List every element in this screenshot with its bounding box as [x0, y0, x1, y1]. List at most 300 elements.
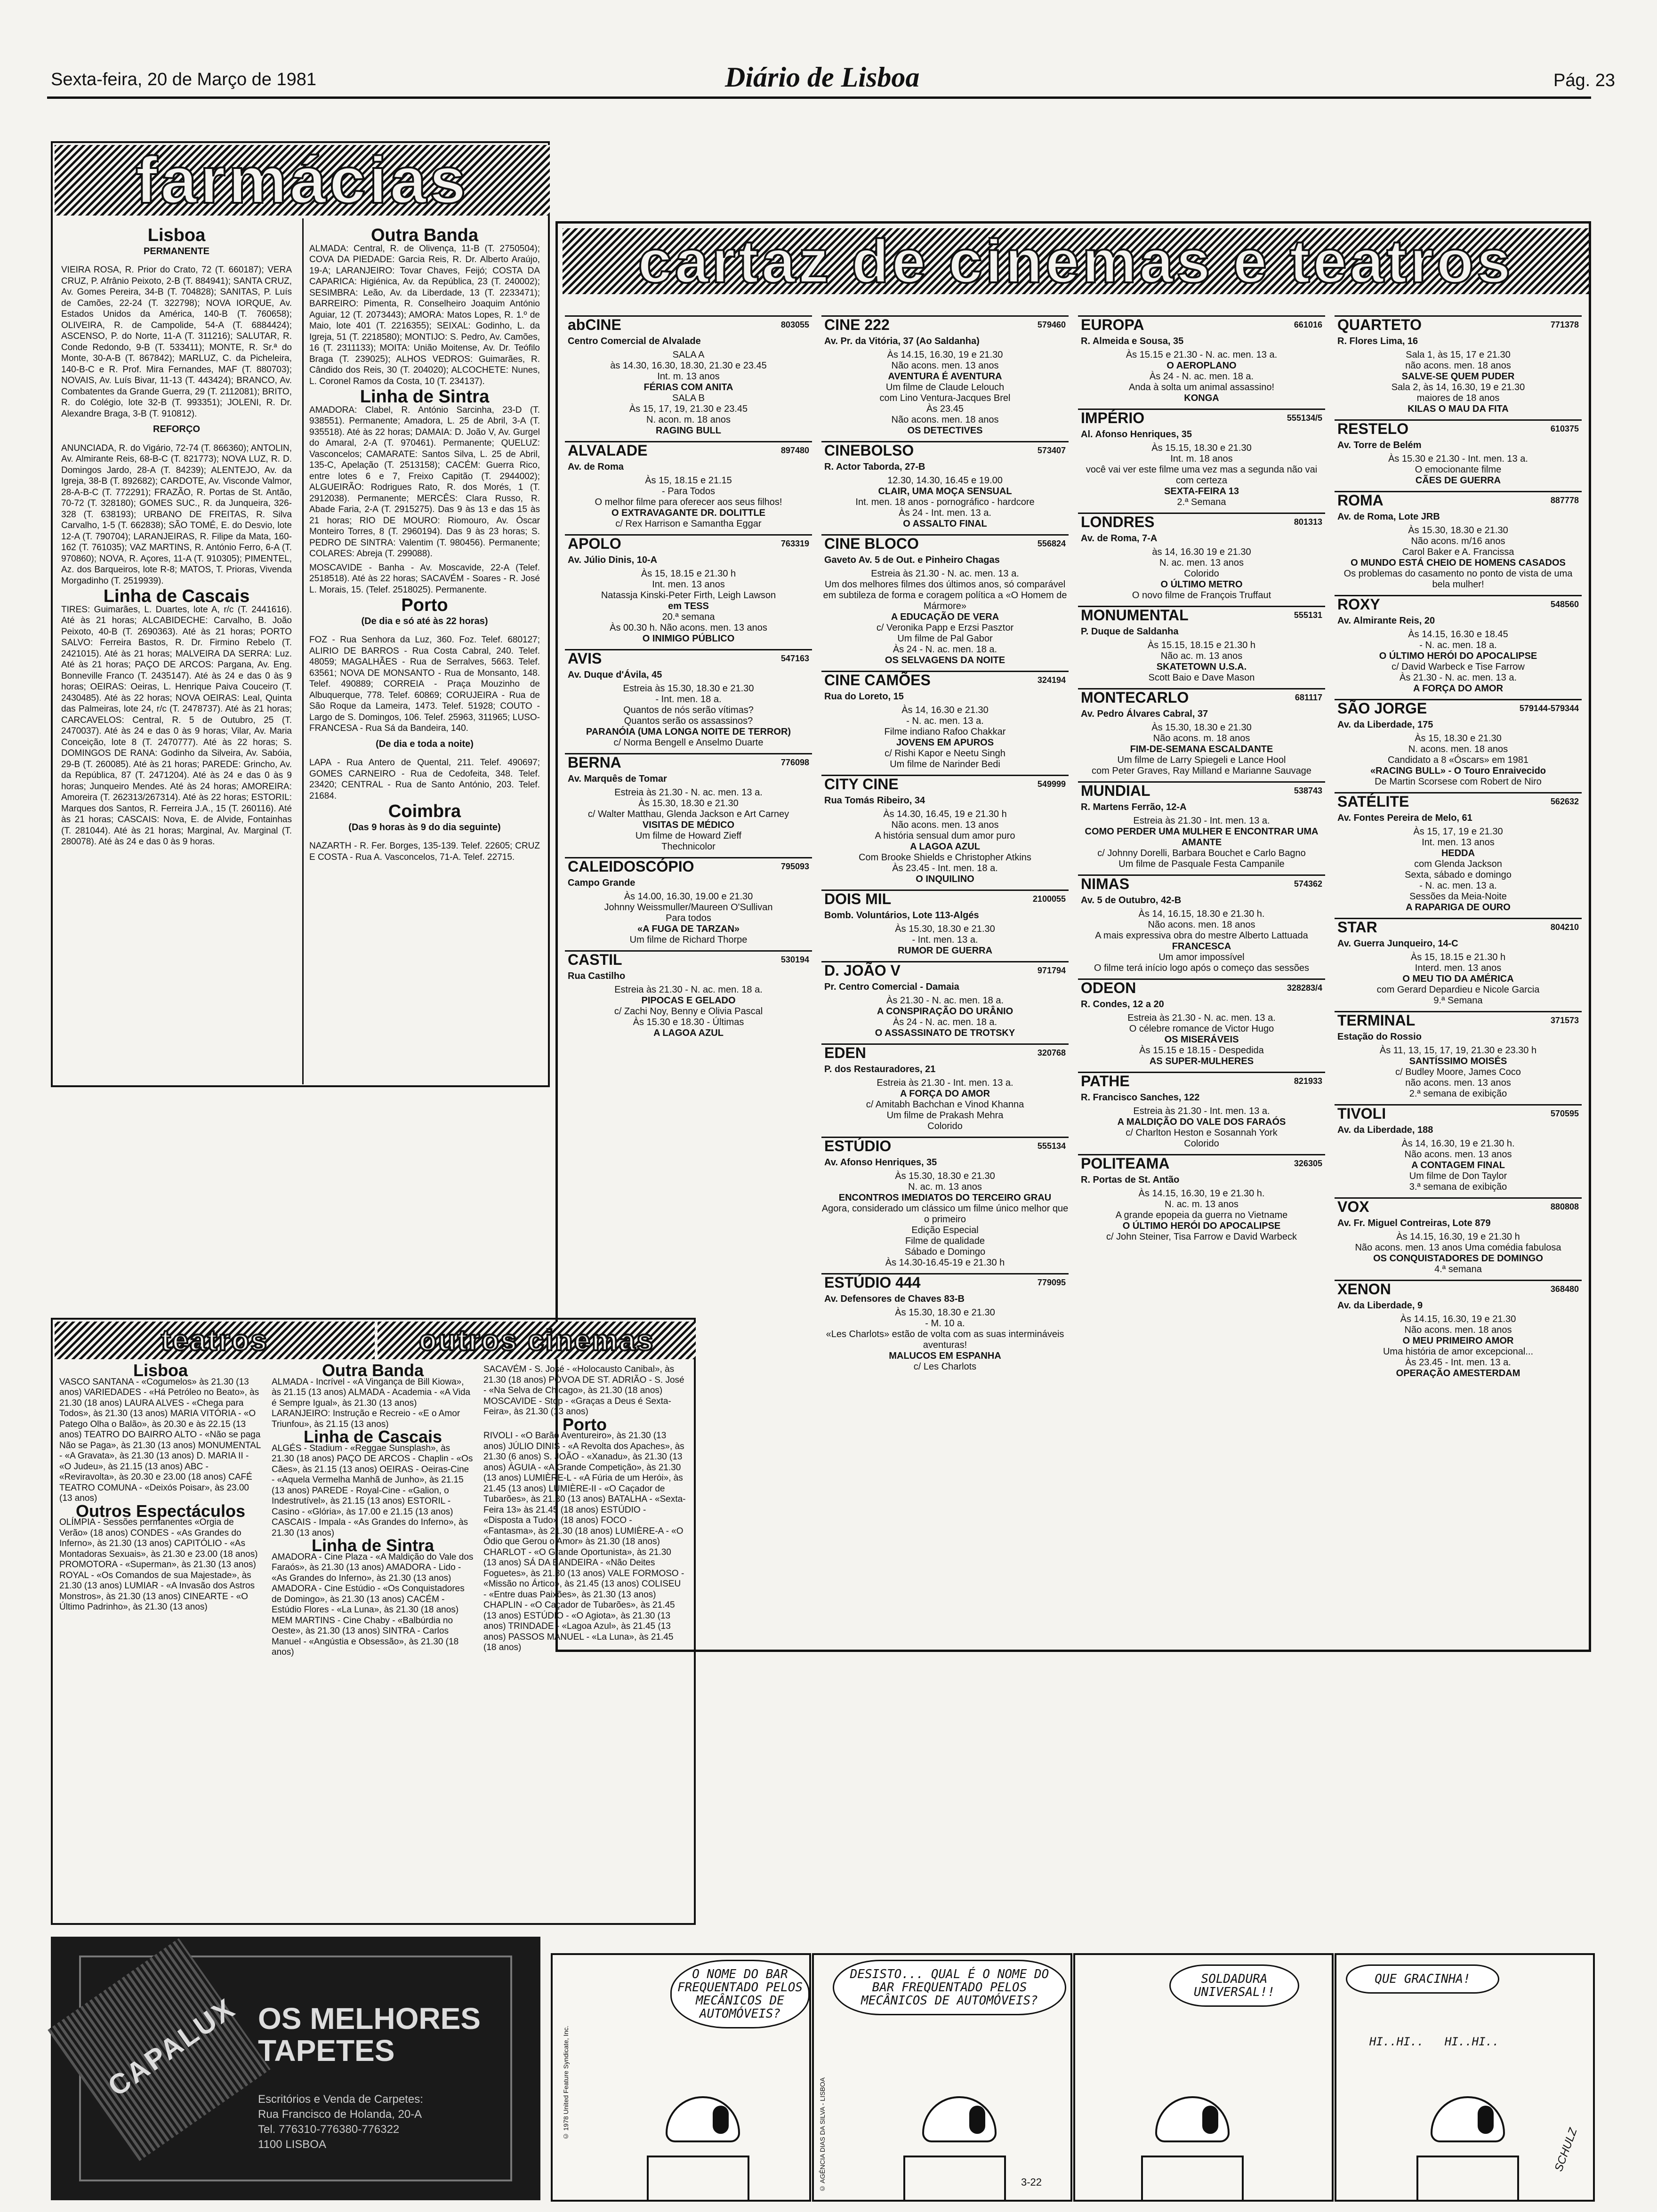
cinema-phone: 803055: [780, 320, 809, 329]
session-info: Às 15, 17, 19, 21.30 e 23.45: [629, 404, 748, 414]
cinema-listing: [1078, 315, 1325, 409]
session-info: Um dos melhores filmes dos últimos anos, só comparável em subtileza de forma e coragem política a «O Homem de Mármore»: [823, 579, 1067, 611]
cinema-column-1: [565, 315, 812, 1043]
cinema-address: Estação do Rossio: [1337, 1032, 1422, 1042]
cinema-phone: 776098: [780, 758, 809, 767]
cinema-name: CINEBOLSO: [824, 442, 914, 459]
film-title: «RACING BULL» - O Touro Enraivecido: [1370, 766, 1546, 776]
cinema-header: [821, 1044, 1069, 1062]
cinema-header: [1078, 607, 1325, 625]
film-title: JOVENS EM APUROS: [896, 737, 994, 748]
cinema-phone: 573407: [1037, 446, 1066, 455]
cinema-name: ODEON: [1081, 979, 1136, 996]
cinema-name: CITY CINE: [824, 776, 899, 793]
session-info: - Int. men. 18 a.: [655, 694, 722, 705]
cinema-list: RIVOLI - «O Barão Aventureiro», às 21.30 (13 anos) JÚLIO DINIS - «A Revolta dos Apaches», às 21.30 (6 anos) S. JOÃO - «Xanadu», às 21.30 (13 anos) ÁGUIA - «A Grande Competição», às 21.30 (13 anos) LUMIÈRE-L - «A Fúria de um Herói», às 21.45 (13 anos) LUMIÈRE-II - «O Caçador de Tubarões», às 21.30 (13 anos) BATALHA - «Sexta-Feira 13» às 21.45 (18 anos) ESTÚDIO - «Disposta a Tudo» (18 anos) FOCO - «Fantasma», às 21.30 (18 anos) LUMIÈRE-A - «O Ódio que Gerou o Amor» às 21.30 (18 anos) CHARLOT - «O Grande Oportunista», às 21.30 (13 anos) SÁ DA BANDEIRA - «Não Deites Foguetes», às 21.30 (13 anos) VALE FORMOSO - «Missão no Ártico», às 21.45 (13 anos) COLISEU - «Entre duas Paixões», às 21.30 (13 anos) CHAPLIN - «O Caçador de Tubarões», às 21.45 (13 anos) ESTÚDIO - «O Agiota», às 21.30 (13 anos) TRINDADE - «Lagoa Azul», às 21.45 (13 anos) PASSOS MANUEL - «La Luna», às 21.45 (18 anos): [483, 1431, 686, 1652]
session-info: - N. ac. men. 13 a.: [1419, 881, 1497, 891]
cinema-header: [1335, 919, 1582, 937]
session-info: Às 14, 16.15, 18.30 e 21.30 h.: [1138, 909, 1265, 919]
session-info: Às 24 - N. ac. men. 18 a.: [1149, 371, 1254, 382]
session-info: Int. men. 18 anos - pornográfico - hardcore: [855, 497, 1035, 507]
doghouse: [647, 2156, 749, 2200]
cinema-phone: 2100055: [1032, 894, 1066, 904]
session-info: Não ac. m. 13 anos: [1160, 651, 1243, 661]
ad-address-line: Rua Francisco de Holanda, 20-A: [258, 2108, 422, 2121]
session-info: Às 15.15, 18.15 e 21.30 h: [1147, 640, 1256, 650]
film-title: CÃES DE GUERRA: [1415, 475, 1501, 486]
session-info: Um filme de Narinder Bedi: [890, 759, 1000, 769]
farmacias-column-2: [309, 225, 540, 866]
film-title: O INIMIGO PÚBLICO: [642, 633, 735, 644]
cinema-listing: [1335, 1280, 1582, 1384]
session-info: - N. ac. men. 13 a.: [906, 716, 984, 726]
cinema-phone: 801313: [1294, 517, 1322, 527]
session-info: Scott Baio e Dave Mason: [1148, 673, 1255, 683]
session-info: 2.ª semana de exibição: [1409, 1089, 1507, 1099]
cinema-listing: [1078, 606, 1325, 688]
session-info: Às 14.00, 16.30, 19.00 e 21.30: [624, 891, 753, 902]
session-info: Sexta, sábado e domingo: [1405, 870, 1512, 880]
cinema-name: D. JOÃO V: [824, 962, 901, 979]
session-info: - M. 10 a.: [925, 1318, 965, 1329]
session-info: Anda à solta um animal assassino!: [1128, 382, 1275, 393]
header-date: Sexta-feira, 20 de Março de 1981: [51, 70, 317, 89]
session-info: Johnny Weissmuller/Maureen O'Sullivan: [604, 902, 773, 913]
session-info: Int. men. 13 anos: [1422, 837, 1495, 848]
comic-strip: [551, 1953, 1591, 2198]
cinema-address: Av. Defensores de Chaves 83-B: [824, 1294, 965, 1304]
cinema-header: [1335, 700, 1582, 718]
cinema-listing: [565, 441, 812, 534]
cinema-listing: [821, 890, 1069, 961]
cinema-header: [1335, 596, 1582, 614]
cinema-header: [821, 962, 1069, 980]
subheading: (De dia e toda a noite): [376, 738, 474, 749]
cinema-phone: 971794: [1037, 966, 1066, 975]
session-info: 12.30, 14.30, 16.45 e 19.00: [887, 475, 1003, 486]
session-info: Estreia às 21.30 - Int. men. 13 a.: [1133, 816, 1270, 826]
cinema-address: Centro Comercial de Alvalade: [568, 336, 701, 346]
session-info: Filme de qualidade: [905, 1236, 985, 1246]
laugh-text: HI..HI..: [1369, 2035, 1424, 2048]
film-title: AS SUPER-MULHERES: [1149, 1056, 1254, 1066]
cinema-phone: 610375: [1550, 424, 1579, 433]
cinema-name: STAR: [1337, 919, 1377, 936]
column-divider: [302, 218, 304, 1084]
cinema-listing: [1335, 1011, 1582, 1104]
cartaz-banner: [563, 228, 1589, 294]
session-info: Int. men. 13 anos: [652, 579, 725, 590]
session-info: às 14, 16.30 19 e 21.30: [1152, 547, 1251, 557]
cinema-listing: [821, 775, 1069, 890]
cinema-phone: 555131: [1294, 610, 1322, 620]
cinema-listing: [1335, 595, 1582, 699]
cinema-name: PATHE: [1081, 1073, 1130, 1090]
farmacias-section: [51, 141, 550, 1087]
session-info: N. acons. men. 18 anos: [1408, 744, 1508, 754]
cinema-header: [821, 672, 1069, 689]
ad-logo: CAPALUX: [102, 1992, 241, 2102]
film-title: SEXTA-FEIRA 13: [1164, 486, 1239, 497]
cinema-name: CASTIL: [568, 951, 622, 968]
cinema-address: Av. Pr. da Vitória, 37 (Ao Saldanha): [824, 336, 980, 346]
session-info: N. ac. men. 13 anos: [1159, 558, 1244, 568]
cinema-listing: [565, 534, 812, 649]
session-info: Thechnicolor: [661, 842, 716, 852]
film-title: PIPOCAS E GELADO: [641, 995, 736, 1006]
cinema-header: [1078, 979, 1325, 997]
session-info: O novo filme de François Truffaut: [1132, 590, 1271, 601]
cinema-phone: 326305: [1294, 1159, 1322, 1168]
speech-bubble: O NOME DO BAR FREQUENTADO PELOS MECÂNICOS DE AUTOMÓVEIS?: [670, 1960, 810, 2028]
session-info: A história sensual dum amor puro: [875, 831, 1015, 841]
page-number: Pág. 23: [1553, 71, 1615, 90]
cinema-phone: 897480: [780, 446, 809, 455]
cinema-address: Rua Tomás Ribeiro, 34: [824, 795, 925, 806]
cinema-name: ESTÚDIO 444: [824, 1274, 921, 1291]
cinema-header: [1335, 1105, 1582, 1123]
cinema-phone: 821933: [1294, 1076, 1322, 1086]
cinema-listing: [565, 649, 812, 753]
film-title: A FORÇA DO AMOR: [1413, 683, 1504, 694]
session-info: N. acon. m. 18 anos: [646, 415, 731, 425]
cinema-address: Gaveto Av. 5 de Out. e Pinheiro Chagas: [824, 555, 1000, 565]
section-heading: Outros Espectáculos: [75, 1501, 246, 1521]
snoopy-ear: [969, 2106, 985, 2134]
cinema-header: [565, 442, 812, 460]
cinema-name: CINE BLOCO: [824, 535, 919, 552]
session-info: c/ Budley Moore, James Coco: [1395, 1067, 1521, 1077]
cinema-phone: 661016: [1294, 320, 1322, 329]
session-info: Colorido: [1184, 569, 1219, 579]
film-title: O ASSASSINATO DE TROTSKY: [875, 1028, 1015, 1038]
cinema-phone: 681117: [1295, 693, 1322, 702]
cinema-name: IMPÉRIO: [1081, 409, 1145, 426]
session-info: Um filme de Richard Thorpe: [629, 935, 748, 945]
session-info: Às 15.15 e 21.30 - N. ac. men. 13 a.: [1126, 350, 1278, 360]
session-info: não acons. men. 13 anos: [1405, 1078, 1511, 1088]
cinema-address: R. Flores Lima, 16: [1337, 336, 1418, 346]
cinema-header: [565, 858, 812, 876]
cinema-name: QUARTETO: [1337, 316, 1422, 333]
cinema-name: ESTÚDIO: [824, 1138, 892, 1154]
film-title: A LAGOA AZUL: [653, 1028, 724, 1038]
cinema-listing: [821, 534, 1069, 671]
cinema-header: [565, 754, 812, 772]
teatros-column-1: [59, 1361, 262, 1615]
cinema-header: [821, 1138, 1069, 1155]
film-title: O MEU PRIMEIRO AMOR: [1402, 1336, 1514, 1346]
cinema-listing: [565, 753, 812, 857]
session-info: N. ac. m. 13 anos: [1165, 1199, 1239, 1210]
film-title: A MALDIÇÃO DO VALE DOS FARAÓS: [1117, 1117, 1286, 1127]
cinema-listing: [565, 857, 812, 950]
speech-bubble: DESISTO... QUAL É O NOME DO BAR FREQUENTADO PELOS MECÂNICOS DE AUTOMÓVEIS?: [833, 1960, 1066, 2015]
session-info: Às 14.30-16.45-19 e 21.30 h: [885, 1258, 1005, 1268]
film-title: SANTÍSSIMO MOISÉS: [1409, 1056, 1507, 1066]
snoopy-ear: [1478, 2106, 1494, 2134]
cinema-listing: [821, 671, 1069, 775]
session-info: Candidato a 8 «Óscars» em 1981: [1387, 755, 1529, 765]
ad-address-line: Tel. 776310-776380-776322: [258, 2123, 400, 2136]
speech-bubble: SOLDADURA UNIVERSAL!!: [1169, 1964, 1299, 2007]
cinema-name: APOLO: [568, 535, 621, 552]
session-info: c/ Norma Bengell e Anselmo Duarte: [613, 737, 764, 748]
cinema-address: P. dos Restauradores, 21: [824, 1064, 936, 1074]
cinema-header: [1335, 492, 1582, 510]
session-info: Não acons. men. 18 anos: [1148, 920, 1255, 930]
cinema-name: CALEIDOSCÓPIO: [568, 858, 694, 875]
session-info: «Les Charlots» estão de volta com as suas intermináveis aventuras!: [826, 1329, 1064, 1350]
session-info: Às 24 - N. ac. men. 18 a.: [893, 644, 997, 655]
cinema-listing: [1335, 419, 1582, 491]
session-info: às 14.30, 16.30, 18.30, 21.30 e 23.45: [610, 361, 767, 371]
session-info: Sala 1, às 15, 17 e 21.30: [1406, 350, 1511, 360]
section-heading: Porto: [401, 595, 448, 615]
session-info: Às 15, 18.15 e 21.30 h: [1410, 952, 1506, 962]
session-info: Um filme de Prakash Mehra: [886, 1110, 1004, 1121]
cinema-phone: 779095: [1037, 1278, 1066, 1287]
snoopy-figure: [922, 2096, 997, 2142]
session-info: c/ John Steiner, Tisa Farrow e David Warbeck: [1106, 1232, 1297, 1242]
cinema-header: [821, 442, 1069, 460]
session-info: Colorido: [927, 1121, 963, 1131]
cinema-header: [565, 650, 812, 668]
cinema-address: Av. Almirante Reis, 20: [1337, 616, 1435, 626]
session-info: A mais expressiva obra do mestre Alberto Lattuada: [1095, 930, 1308, 941]
newspaper-title: Diário de Lisboa: [725, 62, 920, 93]
cinema-name: ROXY: [1337, 596, 1380, 613]
cinema-header: [1335, 420, 1582, 438]
subheading: (De dia e só até às 22 horas): [361, 616, 488, 626]
cinema-listing: [1335, 792, 1582, 918]
session-info: N. ac. m. 13 anos: [908, 1182, 982, 1192]
film-title: KILAS O MAU DA FITA: [1408, 404, 1509, 414]
session-info: Às 14.15, 16.30, 19 e 21.30 h.: [1138, 1188, 1265, 1199]
film-title: A LAGOA AZUL: [910, 842, 980, 852]
session-info: Sábado e Domingo: [904, 1247, 986, 1257]
session-info: Um amor impossível: [1158, 952, 1245, 962]
session-info: Sessões da Meia-Noite: [1409, 891, 1507, 902]
film-title: O AEROPLANO: [1166, 361, 1237, 371]
session-info: Um filme de Howard Zieff: [635, 831, 742, 841]
cinema-name: EDEN: [824, 1044, 866, 1061]
cinema-column-2: [821, 315, 1069, 1377]
session-info: Int. m. 13 anos: [657, 371, 720, 382]
film-title: «A FUGA DE TARZAN»: [637, 924, 740, 934]
session-info: Não acons. men. 18 anos: [891, 415, 999, 425]
cinema-listing: [1078, 688, 1325, 781]
cinema-name: ROMA: [1337, 492, 1384, 509]
session-info: Às 15.15, 18.30 e 21.30: [1151, 443, 1252, 453]
teatros-column-2: [272, 1361, 474, 1660]
session-info: Não acons. men. 13 anos Uma comédia fabulosa: [1355, 1242, 1561, 1253]
cinema-address: Av. Júlio Dinis, 10-A: [568, 555, 658, 565]
cinema-address: Av. Afonso Henriques, 35: [824, 1157, 937, 1168]
cinema-name: LONDRES: [1081, 513, 1155, 530]
session-info: Estreia às 21.30 - N. ac. men. 13 a.: [871, 569, 1019, 579]
cinema-listing: [1335, 918, 1582, 1011]
cinema-header: [1078, 513, 1325, 531]
cinema-name: XENON: [1337, 1281, 1391, 1298]
cinema-phone: 320768: [1037, 1048, 1066, 1058]
cinema-address: P. Duque de Saldanha: [1081, 626, 1179, 637]
cinema-address: Campo Grande: [568, 878, 635, 888]
session-info: Às 15, 18.15 e 21.30 h: [641, 569, 736, 579]
cinema-listing: [1335, 491, 1582, 595]
film-title: OS DETECTIVES: [907, 425, 983, 436]
cinema-address: Av. Guerra Junqueiro, 14-C: [1337, 938, 1458, 949]
film-title: RUMOR DE GUERRA: [897, 946, 993, 956]
session-info: - Para Todos: [661, 486, 716, 497]
session-info: - N. ac. men. 18 a.: [1419, 640, 1497, 650]
farmacia-list: TIRES: Guimarães, L. Duartes, lote A, r/c (T. 2441616). Até às 21 horas; ALCABIDECHE: Carvalho, B. João Peixoto, 40-B (T. 2690363). Até às 21 horas; PORTO SALVO: Ferreira Bastos, R. Dr. Firmino Rebelo (T. 2421015). Até às 21 horas; MALVEIRA DA SERRA: Luz. Até às 21 horas; PAÇO DE ARCOS: Pargana, Av. Eng. Bonneville Franco (T. 2435147). Até às 24 e das 0 às 9 horas; OEIRAS: Oeiras, L. Henrique Paiva Couceiro (T. 2430485). Até às 22 horas; NOVA OEIRAS: Leal, Quinta das Palmeiras, lote 24, r/c (T. 2478737). Até às 21 horas; CARCAVELOS: Central, R. 5 de Outubro, 25 (T. 2470037). Até às 24 e das 0 às 9 horas; Vilar, Av. Maria Conceição, lote 8 (T. 2470777). Até às 22 horas; S. DOMINGOS DE RANA: Godinho da Silveira, Av. Sabóia, 29-B (T. 260085). Até às 21 horas; PAREDE: Grincho, Av. da República, 87 (T. 2471204). Até às 24 e das 0 às 9 horas; Junqueiro Mendes. Até às 24 horas; AMOREIRA: Amoreira (T. 262313/267314). Até às 22 horas; ESTORIL: Marques dos Santos, R. Ferreira J.A., 15 (T. 260116). Até às 21 horas; CASCAIS: Nova, E. de Alvide, Fontainhas (T. 281044). Até às 21 horas; Marginal, Av. Marginal (T. 280078). Até às 24 e das 0 às 9 horas.: [61, 604, 292, 847]
cinema-phone: 887778: [1550, 496, 1579, 505]
section-heading: Lisboa: [133, 1361, 188, 1380]
session-info: Sala 2, às 14, 16.30, 19 e 21.30: [1391, 382, 1525, 393]
film-title: A RAPARIGA DE OURO: [1406, 902, 1511, 913]
session-info: Int. m. 18 anos: [1170, 454, 1233, 464]
cinema-address: Al. Afonso Henriques, 35: [1081, 429, 1192, 440]
film-title: FÉRIAS COM ANITA: [643, 382, 733, 393]
session-info: c/ Johnny Dorelli, Barbara Bouchet e Carlo Bagno: [1097, 848, 1306, 858]
cinema-header: [1078, 689, 1325, 707]
session-info: Às 15.30 e 18.30 - Últimas: [633, 1017, 744, 1027]
cartaz-banner-text: cartaz de cinemas e teatros: [637, 227, 1514, 296]
film-title: O MUNDO ESTÁ CHEIO DE HOMENS CASADOS: [1351, 558, 1566, 568]
cinema-phone: 324194: [1037, 675, 1066, 685]
farmacia-list: VIEIRA ROSA, R. Prior do Crato, 72 (T. 660187); VERA CRUZ, P. Afrânio Peixoto, 2-B (T. 884941); SANTA CRUZ, Av. Gomes Pereira, 34-B (T. 704828); SANITAS, P. Luís de Camões, 22-24 (T. 322798); NOVA IORQUE, Av. Estados Unidos da América, 140-B (T. 760658); OLIVEIRA, R. de Campolide, 54-A (T. 6884424); ASCENSO, P. do Norte, 11-A (T. 311216); SALUTAR, R. Conde Redondo, 9-B (T. 533411); MONTE, R. Sr.ª do Monte, 30-A-B (T. 867842); MARLUZ, C. da Picheleira, 140-B-C e R. Prof. Mira Fernandes, MAF (T. 880703); NOVAIS, Av. Luís Bivar, 11-13 (T. 443424); BRANCO, Av. Combatentes da Grande Guerra, 29 (T. 2112081); BRITO, R. do Colégio, lote 32-B (T. 993351); JOLENI, R. Dr. Alexandre Braga, 3-B (T. 910812).: [61, 265, 292, 419]
farmacia-list: ANUNCIADA, R. do Vigário, 72-74 (T. 866360); ANTOLIN, Av. Almirante Reis, 68-B-C (T. 821773); NOVA LUZ, R. D. Domingos Jardo, 28-A (T. 84239); ALENTEJO, Av. da Igreja, 38-B (T. 892682); CARDOTE, Av. Visconde Valmor, 28-A-B-C (T. 772291); FRAZÃO, R. Portas de St. Antão, 70-72 (T. 328180); GOMES SUC., R. da Junqueira, 326-328 (T. 638193); URBANO DE FREITAS, R. Silva Carvalho, 1-5 (T. 662838); SÃO TOMÉ, E. do Desvio, lote 12-A (T. 790704); LARANJEIRAS, R. Filipe da Mata, 160-162 (T. 761035); VAZ MARTINS, R. António Ferro, 6-A (T. 970860); NOVA, R. Açores, 11-A (T. 910305); PIMENTEL, Az. dos Barqueiros, lote R-8; MATOS, T. Prioras, Vivenda Morgadinho (T. 2519939).: [61, 443, 292, 586]
session-info: Estreia às 21.30 - N. ac. men. 13 a.: [1127, 1013, 1276, 1023]
snoopy-ear: [713, 2106, 729, 2134]
session-info: Carol Baker e A. Francissa: [1402, 547, 1514, 557]
session-info: Às 14.15, 16.30, 19 e 21.30 h: [1396, 1232, 1520, 1242]
session-info: Quantos de nós serão vítimas?: [623, 705, 754, 715]
session-info: Às 15.15 e 18.15 - Despedida: [1139, 1045, 1264, 1056]
cinema-address: Av. Marquês de Tomar: [568, 774, 667, 784]
session-info: Às 23.45 - Int. men. 13 a.: [1405, 1357, 1511, 1368]
section-heading: Lisboa: [147, 225, 206, 245]
cinema-listing: [1078, 1072, 1325, 1154]
cinema-listing: [1335, 315, 1582, 419]
session-info: O célebre romance de Victor Hugo: [1129, 1024, 1274, 1034]
cinema-header: [821, 535, 1069, 553]
session-info: c/ Zachi Noy, Benny e Olivia Pascal: [614, 1006, 763, 1017]
cinema-address: Av. Fontes Pereira de Melo, 61: [1337, 813, 1472, 823]
header-rule: [47, 96, 1591, 99]
cinema-phone: 562632: [1550, 797, 1579, 806]
cinema-name: VOX: [1337, 1198, 1369, 1215]
cinema-phone: 804210: [1550, 922, 1579, 932]
session-info: Uma história de amor excepcional...: [1383, 1346, 1534, 1357]
session-info: - Int. men. 13 a.: [912, 935, 978, 945]
ad-address-line: Escritórios e Venda de Carpetes:: [258, 2093, 423, 2106]
session-info: Às 15, 18.15 e 21.15: [645, 475, 732, 486]
cinema-address: Rua do Loreto, 15: [824, 691, 904, 702]
session-info: Um filme de Claude Lelouch: [885, 382, 1005, 393]
session-info: c/ Amitabh Bachchan e Vinod Khanna: [866, 1099, 1024, 1110]
cinema-address: R. Actor Taborda, 27-B: [824, 462, 925, 472]
cinema-phone: 555134/5: [1287, 413, 1322, 423]
session-info: Às 14, 16.30, 19 e 21.30 h.: [1401, 1138, 1515, 1149]
session-info: Às 14.15, 16.30 e 18.45: [1408, 629, 1508, 640]
farmacia-list: ALMADA: Central, R. de Olivença, 11-B (T. 2750504); COVA DA PIEDADE: Garcia Reis, R. Dr. Alberto Araújo, 19-A; LARANJEIRO: Tovar Chaves, Feijó; COSTA DA CAPARICA: Higiénica, Av. da República, 23 (T. 240002); SESIMBRA: Leão, Av. da Liberdade, 13 (T. 2233471); BARREIRO: Pimenta, R. Conselheiro Joaquim António Aguiar, 12 (T. 2073443); AMORA: Matos Lopes, R. 1.º de Maio, lote 401 (T. 2216355); SEIXAL: Godinho, L. da Igreja, 51 (T. 2218580); MONTIJO: S. Pedro, Av. Camões, 16 (T. 2311133); MOITA: União Moitense, Av. Dr. Teófilo Braga (T. 239025); ALHOS VEDROS: Guimarães, R. Cândido dos Reis, 30 (T. 204020); ALCOCHETE: Nunes, L. Coronel Ramos da Costa, 10 (T. 234137).: [309, 243, 540, 386]
session-info: Um filme de Pasquale Festa Campanile: [1118, 859, 1285, 869]
cinema-phone: 579460: [1037, 320, 1066, 329]
cinema-phone: 555134: [1037, 1141, 1066, 1151]
cinema-header: [1335, 793, 1582, 811]
session-info: c/ Veronika Papp e Erzsi Pasztor: [876, 623, 1014, 633]
cinema-list: ALMADA - Incrível - «A Vingança de Bill Kiowa», às 21.15 (13 anos) ALMADA - Academia - «A Vida é Sempre Igual», às 21.30 (13 anos) LARANJEIRO: Instrução e Recreio - «E o Amor Triunfou», às 21.15 (13 anos): [272, 1377, 471, 1429]
cinema-listing: [1335, 1104, 1582, 1197]
session-info: Agora, considerado um clássico um filme único melhor que o primeiro: [821, 1203, 1069, 1225]
cinema-phone: 556824: [1037, 539, 1066, 548]
cinema-phone: 530194: [780, 955, 809, 964]
cinema-listing: [1078, 978, 1325, 1072]
film-title: OS SELVAGENS DA NOITE: [885, 655, 1005, 665]
session-info: maiores de 18 anos: [1416, 393, 1500, 403]
cinema-address: Av. da Liberdade, 188: [1337, 1125, 1433, 1135]
cinema-listing: [1078, 1154, 1325, 1247]
session-info: 9.ª Semana: [1433, 995, 1483, 1006]
laugh-text: HI..HI..: [1445, 2035, 1499, 2048]
cinema-address: Av. da Liberdade, 9: [1337, 1300, 1423, 1311]
cinema-listing: [1078, 513, 1325, 606]
cinema-phone: 579144-579344: [1519, 704, 1579, 713]
session-info: Para todos: [666, 913, 711, 923]
cinema-address: Rua Castilho: [568, 971, 626, 981]
cinema-header: [565, 316, 812, 334]
cinema-name: TIVOLI: [1337, 1105, 1386, 1122]
session-info: Quantos serão os assassinos?: [624, 716, 753, 726]
session-info: Às 14.30, 16.45, 19 e 21.30 h: [883, 809, 1007, 819]
session-info: Às 23.45: [926, 404, 964, 414]
film-title: OS CONQUISTADORES DE DOMINGO: [1373, 1253, 1543, 1264]
session-info: Às 15.30, 18.30 e 21.30: [1151, 722, 1252, 733]
session-info: Às 15.30, 18.30 e 21.30: [1408, 525, 1508, 536]
section-heading: Porto: [563, 1414, 607, 1434]
cinema-name: SÃO JORGE: [1337, 700, 1427, 717]
cinema-header: [565, 951, 812, 969]
snoopy-ear: [1202, 2106, 1218, 2134]
cinema-address: R. Portas de St. Antão: [1081, 1175, 1180, 1185]
session-info: O melhor filme para oferecer aos seus filhos!: [595, 497, 782, 507]
session-info: c/ Rishi Kapor e Neetu Singh: [885, 748, 1005, 759]
cinema-name: ALVALADE: [568, 442, 648, 459]
cinema-header: [565, 535, 812, 553]
film-title: PARANÓIA (UMA LONGA NOITE DE TERROR): [586, 727, 791, 737]
agency-credit: © AGÊNCIA DIAS DA SILVA - LISBOA: [819, 2077, 826, 2193]
session-info: Às 15.30 e 21.30 - Int. men. 13 a.: [1388, 454, 1528, 464]
subheading: PERMANENTE: [143, 246, 209, 256]
cinema-header: [1078, 1155, 1325, 1173]
cinema-listing: [1078, 781, 1325, 874]
film-title: FRANCESCA: [1172, 941, 1231, 952]
session-info: Estreia às 21.30 - Int. men. 13 a.: [1133, 1106, 1270, 1116]
comic-panel-2: [812, 1953, 1072, 2202]
session-info: c/ Rex Harrison e Samantha Eggar: [615, 519, 762, 529]
film-title: HEDDA: [1441, 848, 1475, 858]
snoopy-figure: [666, 2096, 740, 2142]
film-title: SKATETOWN U.S.A.: [1156, 662, 1247, 672]
doghouse: [1141, 2156, 1244, 2200]
farmacias-banner-text: farmácias: [136, 143, 469, 217]
cinema-header: [1335, 1281, 1582, 1298]
teatros-banner-text: teatros: [161, 1324, 268, 1357]
film-title: O EXTRAVAGANTE DR. DOLITTLE: [611, 508, 766, 518]
teatro-list: OLÍMPIA - Sessões permanentes «Orgia de Verão» (18 anos) CONDES - «As Grandes do Inferno», às 21.30 (13 anos) CAPITÓLIO - «As Montadoras Sexuais», às 21.30 e 23.00 (18 anos) PROMOTORA - «Superman», às 21.30 (13 anos) ROYAL - «Os Comandos de sua Majestade», às 21.30 (13 anos) LUMIAR - «A Invasão dos Astros Monstros», às 21.30 (13 anos) CINEARTE - «O Último Padrinho», às 21.30 (13 anos): [59, 1517, 258, 1612]
